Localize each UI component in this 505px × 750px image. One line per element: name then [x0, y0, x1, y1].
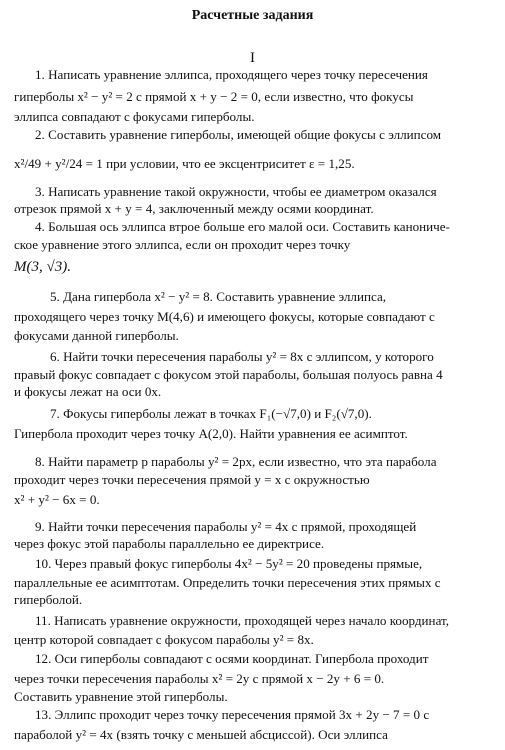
- text-line: центр которой совпадает с фокусом параболы y² = 8x.: [14, 632, 314, 647]
- text-line: эллипса совпадают с фокусами гиперболы.: [14, 109, 255, 124]
- text-line: 13. Эллипс проходит через точку пересечения прямой 3x + 2y − 7 = 0 с: [35, 707, 430, 722]
- text-line: Составить уравнение этой гиперболы.: [14, 689, 228, 704]
- text-line: через точки пересечения параболы x² = 2y с прямой x − 2y + 6 = 0.: [14, 671, 385, 686]
- text-line: 6. Найти точки пересечения параболы y² = 8x с эллипсом, у которого: [50, 349, 434, 364]
- text-line: x²/49 + y²/24 = 1 при условии, что ее эксцентриситет ε = 1,25.: [14, 156, 355, 171]
- text-line: 11. Написать уравнение окружности, проходящей через начало координат,: [35, 613, 450, 628]
- text-line: 12. Оси гиперболы совпадают с осями координат. Гипербола проходит: [35, 651, 429, 666]
- page-title: Расчетные задания: [191, 8, 314, 23]
- text-line: 7. Фокусы гиперболы лежат в точках F₁(−√7,0) и F₂(√7,0).: [50, 406, 372, 421]
- text-line: 10. Через правый фокус гиперболы 4x² − 5y² = 20 проведены прямые,: [35, 556, 423, 571]
- text-line: правый фокус совпадает с фокусом этой параболы, большая полуось равна 4: [14, 367, 443, 382]
- text-line: через фокус этой параболы параллельно ее директрисе.: [14, 536, 325, 551]
- text-line: проходящего через точку M(4,6) и имеющего фокусы, которые совпадают с: [14, 309, 435, 324]
- text-line: отрезок прямой x + y = 4, заключенный между осями координат.: [14, 201, 374, 216]
- text-line: x² + y² − 6x = 0.: [14, 492, 100, 507]
- text-line: проходит через точки пересечения прямой y = x с окружностью: [14, 472, 370, 487]
- text-line: M(3, √3).: [14, 259, 71, 275]
- text-line: параболой y² = 4x (взять точку с меньшей абсциссой). Оси эллипса: [14, 727, 388, 742]
- text-line: и фокусы лежат на оси 0x.: [14, 384, 162, 399]
- text-line: 5. Дана гипербола x² − y² = 8. Составить уравнение эллипса,: [50, 289, 387, 304]
- text-line: 8. Найти параметр p параболы y² = 2px, если известно, что эта парабола: [35, 454, 437, 469]
- text-line: 1. Написать уравнение эллипса, проходящего через точку пересечения: [35, 67, 428, 82]
- section-number: I: [250, 50, 255, 66]
- text-line: гиперболы x² − y² = 2 с прямой x + y − 2 = 0, если известно, что фокусы: [14, 89, 414, 104]
- text-line: 3. Написать уравнение такой окружности, чтобы ее диаметром оказался: [35, 184, 437, 199]
- text-line: 2. Составить уравнение гиперболы, имеющей общие фокусы с эллипсом: [35, 127, 442, 142]
- text-line: параллельные ее асимптотам. Определить точки пересечения этих прямых с: [14, 575, 441, 590]
- text-line: гиперболой.: [14, 592, 83, 607]
- text-line: 9. Найти точки пересечения параболы y² = 4x с прямой, проходящей: [35, 519, 417, 534]
- text-line: ское уравнение этого эллипса, если он проходит через точку: [14, 237, 351, 252]
- text-line: 4. Большая ось эллипса втрое больше его малой оси. Составить канониче-: [35, 219, 450, 234]
- text-line: фокусами данной гиперболы.: [14, 328, 179, 343]
- text-line: Гипербола проходит через точку A(2,0). Найти уравнения ее асимптот.: [14, 426, 408, 441]
